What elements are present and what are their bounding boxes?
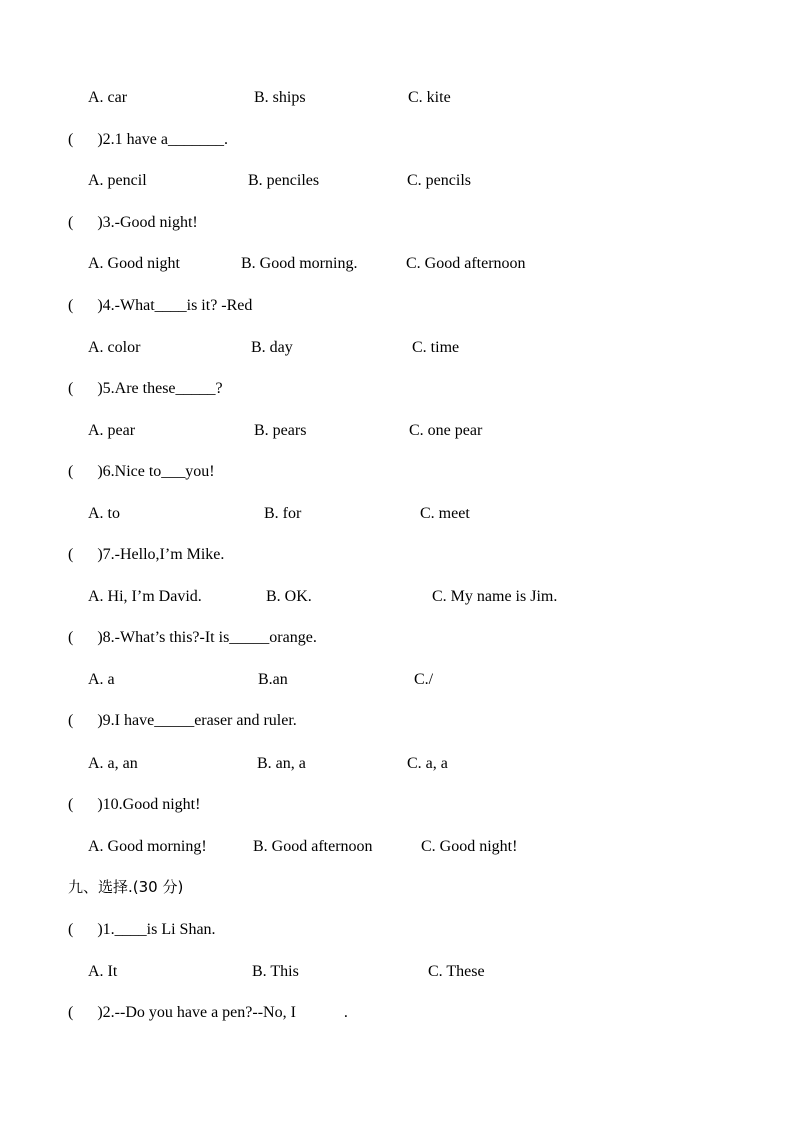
option-a: A. pencil (88, 172, 147, 189)
option-c: C./ (414, 671, 434, 688)
question-2: ( )2.1 have a_______. (68, 131, 228, 148)
option-c: C. My name is Jim. (432, 588, 558, 605)
question-4: ( )4.-What____is it? -Red (68, 297, 253, 314)
option-a: A. color (88, 339, 141, 356)
question-8: ( )8.-What’s this?-It is_____orange. (68, 629, 317, 646)
option-c: C. meet (420, 505, 470, 522)
question-2: ( )2.--Do you have a pen?--No, I . (68, 1004, 348, 1021)
question-3: ( )3.-Good night! (68, 214, 198, 231)
option-a: A. Good night (88, 255, 180, 272)
option-a: A. pear (88, 422, 136, 439)
option-a: A. Hi, I’m David. (88, 588, 202, 605)
option-a: A. It (88, 963, 118, 980)
option-b: B. Good afternoon (253, 838, 373, 855)
option-a: A. car (88, 89, 128, 106)
option-b: B. pears (254, 422, 307, 439)
option-a: A. to (88, 505, 120, 522)
option-a: A. Good morning! (88, 838, 207, 855)
section-heading: 九、选择.(30 分) (68, 878, 184, 896)
option-b: B. an, a (257, 755, 306, 772)
option-b: B. OK. (266, 588, 312, 605)
option-b: B. penciles (248, 172, 320, 189)
question-6: ( )6.Nice to___you! (68, 463, 215, 480)
question-10: ( )10.Good night! (68, 796, 201, 813)
question-5: ( )5.Are these_____? (68, 380, 223, 397)
option-b: B. ships (254, 89, 306, 106)
option-b: B. Good morning. (241, 255, 358, 272)
question-1: ( )1.____is Li Shan. (68, 921, 216, 938)
option-a: A. a (88, 671, 115, 688)
option-b: B. day (251, 339, 293, 356)
option-c: C. kite (408, 89, 451, 106)
option-b: B. This (252, 963, 299, 980)
option-c: C. pencils (407, 172, 471, 189)
option-b: B. for (264, 505, 302, 522)
option-c: C. a, a (407, 755, 448, 772)
option-c: C. These (428, 963, 485, 980)
option-b: B.an (258, 671, 288, 688)
option-c: C. Good afternoon (406, 255, 526, 272)
question-7: ( )7.-Hello,I’m Mike. (68, 546, 225, 563)
option-c: C. Good night! (421, 838, 518, 855)
option-c: C. one pear (409, 422, 483, 439)
option-a: A. a, an (88, 755, 138, 772)
option-c: C. time (412, 339, 460, 356)
question-9: ( )9.I have_____eraser and ruler. (68, 712, 297, 729)
